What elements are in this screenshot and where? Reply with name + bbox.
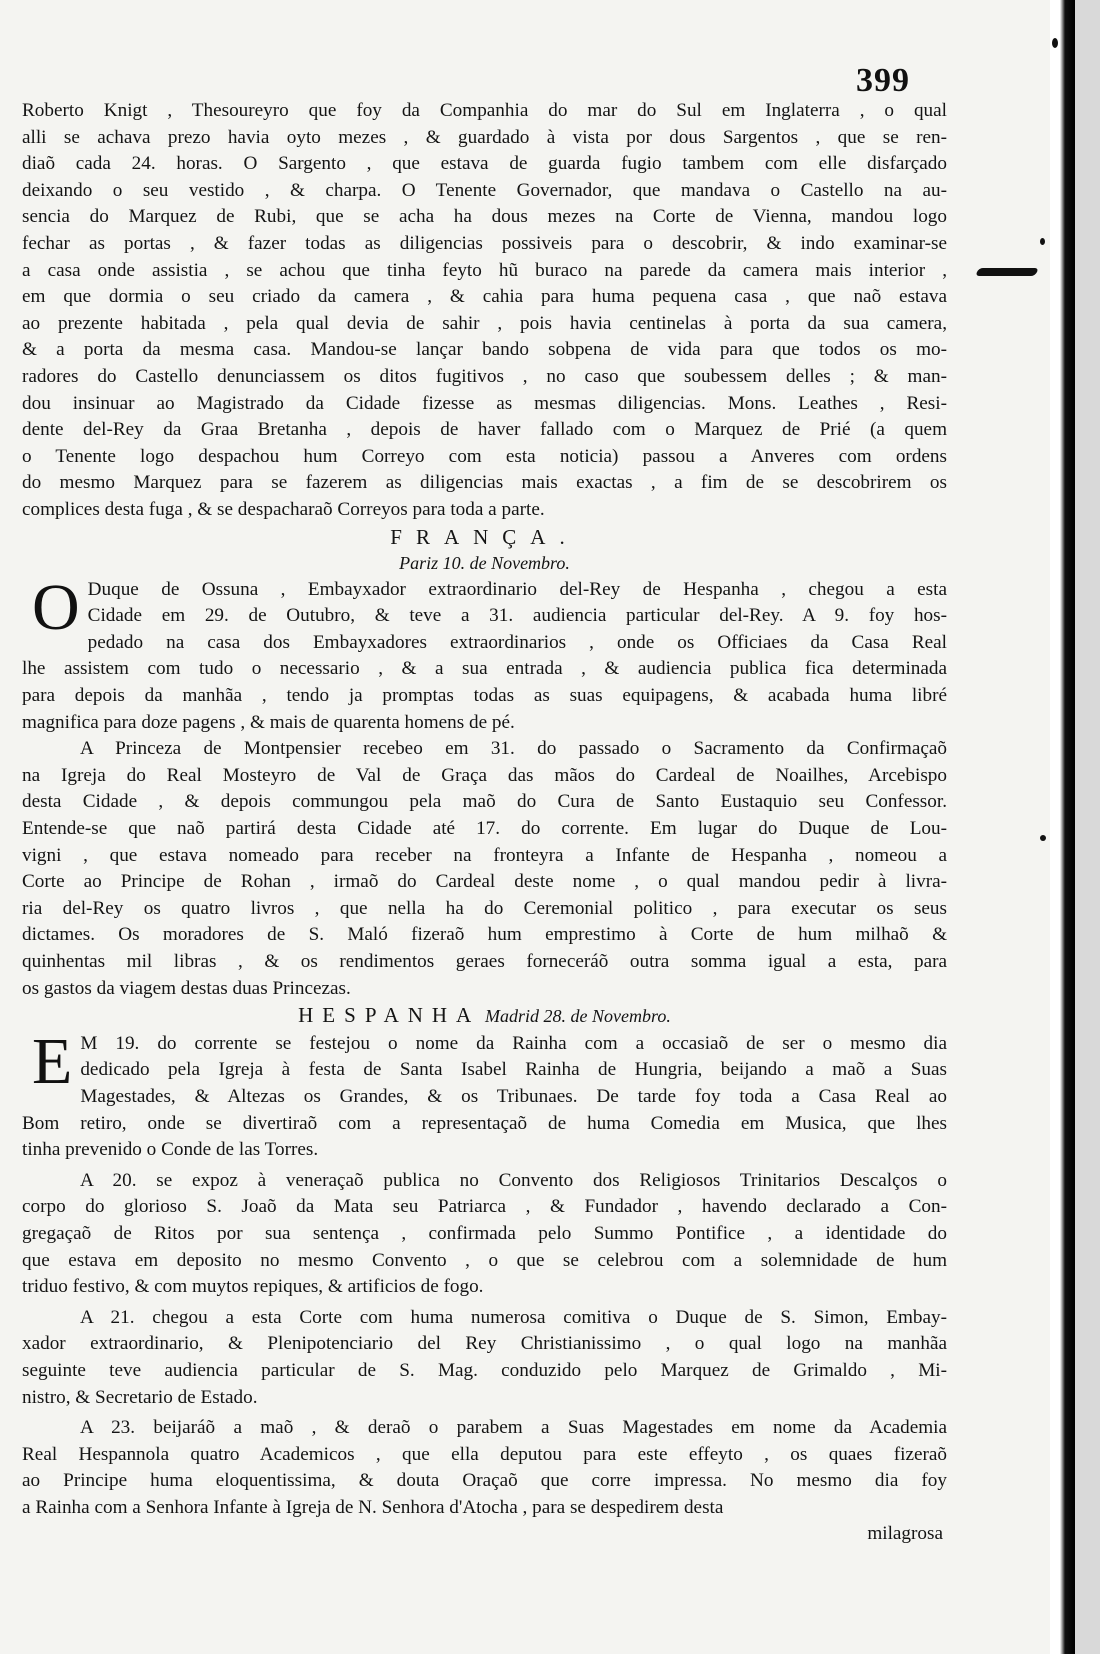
text-line: Cidade em 29. de Outubro, & teve a 31. audiencia particular del-Rey. A 9. foy hos-: [87, 605, 947, 627]
section-heading-france: FRANÇA.: [390, 524, 579, 549]
text-line: M 19. do corrente se festejou o nome da Rainha com a occasiaõ de ser o mesmo dia: [80, 1032, 947, 1054]
text-line: dictames. Os moradores de S. Maló fizeraõ hum emprestimo à Corte de hum milhaõ &: [22, 924, 947, 946]
text-line: ria del-Rey os quatro livros , que nella ha do Ceremonial politico , para executar os seus: [22, 897, 947, 919]
text-line: fechar as portas , & fazer todas as diligencias possiveis para o descobrir, & indo examinar-se: [22, 232, 947, 254]
text-line: magnifica para doze pagens , & mais de quarenta homens de pé.: [22, 711, 515, 733]
text-line: dou insinuar ao Magistrado da Cidade fizesse as mesmas diligencias. Mons. Leathes , Resi-: [22, 392, 947, 414]
text-line: gregaçaõ de Ritos por sua sentença , confirmada pelo Summo Pontifice , a identidade do: [22, 1222, 947, 1244]
text-line: a casa onde assistia , se achou que tinha feyto hũ buraco na parede da camera mais interior ,: [22, 259, 947, 281]
text-line: em que dormia o seu criado da camera , & cahia para huma pequena casa , que naõ estava: [22, 286, 947, 308]
page-number: 399: [856, 62, 910, 99]
text-line: nistro, & Secretario de Estado.: [22, 1386, 258, 1408]
text-line: alli se achava prezo havia oyto mezes , & guardado à vista por dous Sargentos , que se ren-: [22, 126, 947, 148]
text-line: dedicado pela Igreja à festa de Santa Isabel Rainha de Hungria, beijando a maõ a Suas: [80, 1059, 947, 1081]
drop-cap-o: O: [32, 570, 80, 644]
text-line: xador extraordinario, & Plenipotenciario del Rey Christianissimo , o qual logo na manhãa: [22, 1333, 947, 1355]
text-line: desta Cidade , & depois commungou pela maõ do Cura de Santo Eustaquio seu Confessor.: [22, 791, 947, 813]
text-line: diaõ cada 24. horas. O Sargento , que estava de guarda fugio tambem com elle disfarçado: [22, 153, 947, 175]
text-line: & a porta da mesma casa. Mandou-se lançar bando sobpena de vida para que todos os mo-: [22, 339, 947, 361]
paragraph-duque-de-ossuna: [22, 570, 947, 737]
text-line: A 20. se expoz à veneraçaõ publica no Convento dos Religiosos Trinitarios Descalços o: [80, 1169, 947, 1191]
paragraph-roberto-knigt: [22, 98, 947, 524]
text-line: A 23. beijaráõ a maõ , & deraõ o parabem a Suas Magestades em nome da Academia: [80, 1417, 947, 1439]
text-line: Corte ao Principe de Rohan , irmaõ do Cardeal deste nome , o qual mandou pedir à livra-: [22, 871, 947, 893]
text-line: Entende-se que naõ partirá desta Cidade até 17. do corrente. Em lugar do Duque de Lou-: [22, 818, 947, 840]
text-line: A Princeza de Montpensier recebeo em 31. do passado o Sacramento da Confirmaçaõ: [80, 738, 947, 760]
text-line: Real Hespannola quatro Academicos , que ella deputou para este effeyto , os quaes fizeraõ: [22, 1443, 947, 1465]
paragraph-princeza-montpensier: [22, 736, 947, 1002]
text-line: para depois da manhãa , tendo ja promptas todas as suas equipagens, & acabada huma libré: [22, 685, 947, 707]
scan-artifact-dot: [1052, 38, 1058, 48]
drop-cap-e: E: [32, 1024, 73, 1098]
scan-artifact-dot: [1040, 238, 1045, 245]
text-line: complices desta fuga , & se despacharaõ Correyos para toda a parte.: [22, 498, 545, 520]
text-line: que estava em deposito no mesmo Convento , o que se celebrou com a solemnidade de hum: [22, 1249, 947, 1271]
text-line: A 21. chegou a esta Corte com huma numerosa comitiva o Duque de S. Simon, Embay-: [80, 1306, 947, 1328]
text-line: corpo do glorioso S. Joaõ da Mata seu Patriarca , & Fundador , havendo declarado a Con-: [22, 1196, 947, 1218]
text-line: lhe assistem com tudo o necessario , & a sua entrada , & audiencia publica fica determinada: [22, 658, 947, 680]
paragraph-academia-real: [22, 1415, 947, 1521]
dateline-paris: Pariz 10. de Novembro.: [399, 553, 570, 574]
text-line: Roberto Knigt , Thesoureyro que foy da Companhia do mar do Sul em Inglaterra , o qual: [22, 100, 947, 121]
text-line: na Igreja do Real Mosteyro de Val de Graça das mãos do Cardeal de Noailhes, Arcebispo: [22, 764, 947, 786]
text-line: Duque de Ossuna , Embayxador extraordinario del-Rey de Hespanha , chegou a esta: [87, 578, 947, 600]
scan-artifact-dot: [1040, 835, 1046, 841]
section-heading-spain-line: [22, 1002, 947, 1031]
text-line: triduo festivo, & com muytos repiques, & artificios de fogo.: [22, 1276, 484, 1298]
dateline-madrid: Madrid 28. de Novembro.: [485, 1006, 671, 1027]
text-line: vigni , que estava nomeado para receber na fronteyra a Infante de Hespanha , nomeou a: [22, 844, 947, 866]
text-line: dente del-Rey da Graa Bretanha , depois de haver fallado com o Marquez de Prié (a quem: [22, 419, 947, 441]
text-line: a Rainha com a Senhora Infante à Igreja de N. Senhora d'Atocha , para se despedirem desta: [22, 1496, 724, 1518]
text-line: seguinte teve audiencia particular de S. Mag. conduzido pelo Marquez de Grimaldo , Mi-: [22, 1359, 947, 1381]
text-line: radores do Castello denunciassem os ditos fugitivos , no caso que soubessem delles ; & man-: [22, 365, 947, 387]
paragraph-sao-joao-da-mata: [22, 1168, 947, 1301]
paragraph-duque-de-s-simon: [22, 1305, 947, 1411]
scan-artifact-mark: [975, 268, 1039, 276]
text-line: pedado na casa dos Embayxadores extraordinarios , onde os Officiaes da Casa Real: [87, 631, 947, 653]
text-line: ao Principe huma eloquentissima, & douta Oraçaõ que corre impressa. No mesmo dia foy: [22, 1470, 947, 1492]
text-line: ao prezente habitada , pela qual devia de sahir , pois havia centinelas à porta da sua camera,: [22, 312, 947, 334]
text-line: deixando o seu vestido , & charpa. O Tenente Governador, que mandava o Castello na au-: [22, 179, 947, 201]
section-heading-spain: HESPANHA: [298, 1003, 481, 1028]
text-line: quinhentas mil libras , & os rendimentos geraes forneceráõ outra somma igual a esta, para: [22, 951, 947, 972]
text-line: tinha prevenido o Conde de las Torres.: [22, 1139, 319, 1161]
page-edge-shadow: [1050, 0, 1075, 1654]
text-line: Magestades, & Altezas os Grandes, & os Tribunaes. De tarde foy toda a Casa Real ao: [80, 1085, 947, 1107]
article-text: [22, 98, 947, 1548]
text-line: os gastos da viagem destas duas Princezas.: [22, 977, 351, 999]
paragraph-rainha-nome: [22, 1024, 947, 1164]
text-line: do mesmo Marquez para se fazerem as diligencias mais exactas , a fim de se descobrirem os: [22, 472, 947, 494]
text-line: o Tenente logo despachou hum Correyo com esta noticia) passou a Anveres com ordens: [22, 445, 947, 467]
catchword: milagrosa: [867, 1523, 943, 1545]
text-line: sencia do Marquez de Rubi, que se acha ha dous mezes na Corte de Vienna, mandou logo: [22, 206, 947, 228]
text-line: Bom retiro, onde se divertiraõ com a representaçaõ de huma Comedia em Musica, que lhes: [22, 1112, 947, 1134]
